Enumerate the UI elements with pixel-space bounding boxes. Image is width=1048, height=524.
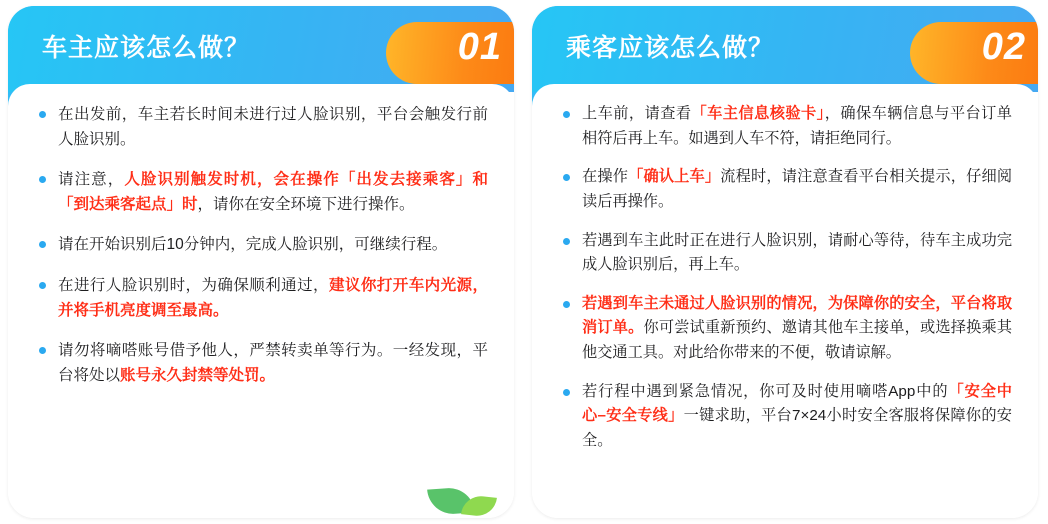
body-text: 你可尝试重新预约、邀请其他车主接单，或选择换乘其他交通工具。对此给你带来的不便，敬请谅解。 — [582, 319, 1013, 361]
bullet-list — [558, 102, 1012, 454]
list-item — [558, 380, 1012, 454]
badge-shape — [386, 22, 514, 84]
body-text: ，确保车辆信息与平台订单相符后再上车。如遇到人车不符，请拒绝同行。 — [582, 105, 1012, 147]
highlighted-text: 账号永久封禁等处罚。 — [120, 366, 276, 384]
body-text: 请在开始识别后10分钟内，完成人脸识别，可继续行程。 — [58, 236, 448, 254]
highlighted-text: 「确认上车」 — [628, 168, 721, 186]
list-item — [558, 229, 1012, 278]
card-body — [532, 84, 1038, 518]
list-item — [558, 292, 1012, 366]
card-header — [8, 6, 514, 92]
body-text: 在操作 — [582, 168, 629, 186]
body-text: 若行程中遇到紧急情况，你可及时使用嘀嗒App中的 — [582, 382, 949, 400]
card-title: 车主应该怎么做？ — [42, 34, 251, 62]
list-item — [34, 232, 488, 257]
list-item — [34, 338, 488, 388]
badge-number: 02 — [981, 26, 1026, 68]
body-text: 请勿将嘀嗒账号借予他人，严禁转卖单等行为。一经发现，平台将处以 — [58, 341, 488, 384]
highlighted-text: 人脸识别触发时机，会在操作「出发去接乘客」和「到达乘客起点」时 — [58, 171, 488, 214]
list-item — [558, 165, 1012, 214]
list-item — [34, 167, 488, 217]
card-passenger — [532, 6, 1038, 518]
list-item — [34, 273, 488, 323]
badge-number: 01 — [457, 26, 502, 68]
body-text: 上车前，请查看 — [582, 105, 692, 122]
body-text: 若遇到车主此时正在进行人脸识别，请耐心等待，待车主成功完成人脸识别后，再上车。 — [582, 231, 1012, 274]
body-text: 在进行人脸识别时，为确保顺利通过， — [58, 276, 329, 294]
list-item — [558, 102, 1012, 151]
leaf-decoration-icon — [426, 480, 496, 514]
body-text: ，请你在安全环境下进行操作。 — [197, 196, 415, 214]
body-text: 一键求助，平台7×24小时安全客服将保障你的安全。 — [582, 407, 1012, 449]
highlighted-text: 建议你打开车内光源，并将手机亮度调至最高。 — [58, 276, 488, 319]
card-title: 乘客应该怎么做？ — [566, 34, 775, 62]
card-body — [8, 84, 514, 518]
bullet-list — [34, 102, 488, 388]
card-header — [532, 6, 1038, 92]
card-driver — [8, 6, 514, 518]
body-text: 在出发前，车主若长时间未进行过人脸识别，平台会触发行前人脸识别。 — [58, 106, 488, 149]
highlighted-text: 「车主信息核验卡」 — [691, 105, 825, 122]
list-item — [34, 102, 488, 152]
body-text: 流程时，请注意查看平台相关提示，仔细阅读后再操作。 — [582, 168, 1013, 210]
body-text: 请注意， — [58, 171, 125, 189]
highlighted-text: 「安全中心–安全专线」 — [582, 382, 1012, 425]
badge-shape — [910, 22, 1038, 84]
highlighted-text: 若遇到车主未通过人脸识别的情况，为保障你的安全，平台将取消订单。 — [582, 294, 1012, 337]
